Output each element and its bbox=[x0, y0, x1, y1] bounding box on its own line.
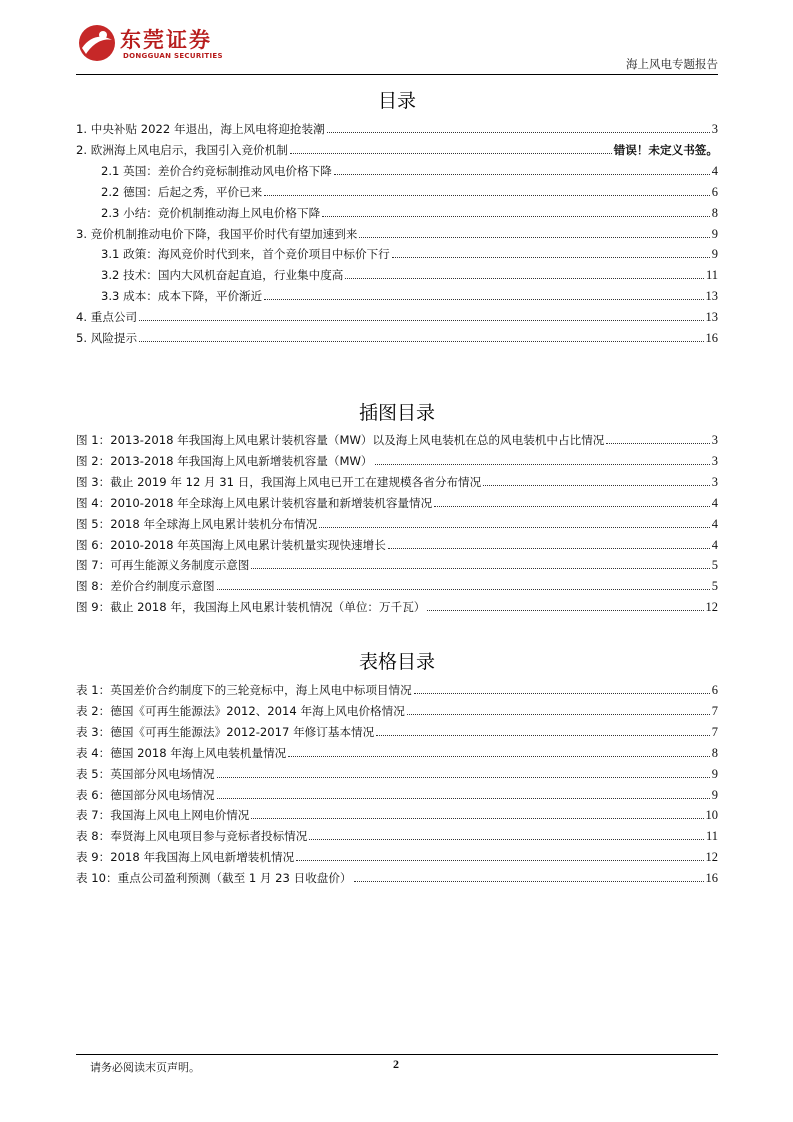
leader-dots bbox=[139, 320, 703, 321]
logo-text-cn: 东莞证券 bbox=[120, 27, 212, 52]
entry-page: 3 bbox=[711, 122, 718, 136]
leader-dots bbox=[288, 756, 709, 757]
tables-entry[interactable] bbox=[76, 761, 718, 781]
footer-divider bbox=[76, 1054, 718, 1055]
entry-page: 13 bbox=[705, 289, 718, 304]
entry-page: 12 bbox=[705, 600, 718, 615]
figures-entry[interactable] bbox=[76, 511, 718, 531]
figures-entry[interactable] bbox=[76, 448, 718, 468]
entry-page: 12 bbox=[705, 850, 718, 865]
leader-dots bbox=[427, 610, 703, 611]
leader-dots bbox=[319, 527, 709, 528]
toc-entry[interactable] bbox=[76, 325, 718, 345]
figures-entry[interactable] bbox=[76, 469, 718, 489]
entry-label: 3.1 政策：海风竞价时代到来，首个竞价项目中标价下行 bbox=[101, 247, 390, 262]
entry-label: 表 3：德国《可再生能源法》2012-2017 年修订基本情况 bbox=[76, 724, 375, 739]
leader-dots bbox=[322, 216, 710, 217]
leader-dots bbox=[264, 299, 703, 300]
figures-title: 插图目录 bbox=[358, 402, 435, 424]
entry-page: 5 bbox=[711, 558, 718, 573]
entry-label: 表 8：奉贤海上风电项目参与竞标者投标情况 bbox=[76, 829, 308, 844]
figures-entry[interactable] bbox=[76, 532, 718, 552]
entry-label: 图 6：2010-2018 年英国海上风电累计装机量实现快速增长 bbox=[76, 537, 386, 552]
tables-entry[interactable] bbox=[76, 802, 718, 822]
entry-label: 图 7：可再生能源义务制度示意图 bbox=[76, 558, 250, 573]
entry-label: 表 7：我国海上风电上网电价情况 bbox=[76, 808, 250, 823]
leader-dots bbox=[354, 881, 704, 882]
entry-label: 表 4：德国 2018 年海上风电装机量情况 bbox=[76, 745, 287, 760]
entry-page: 错误！未定义书签。 bbox=[613, 142, 718, 157]
entry-page: 9 bbox=[711, 787, 718, 802]
leader-dots bbox=[359, 237, 709, 238]
entry-label: 2. 欧洲海上风电启示，我国引入竞价机制 bbox=[76, 142, 288, 157]
toc-entry[interactable] bbox=[76, 200, 718, 220]
entry-page: 8 bbox=[711, 205, 718, 220]
entry-page: 11 bbox=[705, 829, 718, 844]
entry-page: 4 bbox=[711, 163, 718, 178]
tables-entry[interactable] bbox=[76, 740, 718, 760]
leader-dots bbox=[139, 341, 703, 342]
leader-dots bbox=[376, 735, 710, 736]
logo-text-en: DONGGUAN SECURITIES bbox=[123, 52, 223, 60]
entry-page: 3 bbox=[711, 433, 718, 447]
figures-entry[interactable] bbox=[76, 594, 718, 614]
toc-title: 目录 bbox=[377, 90, 416, 112]
entry-page: 4 bbox=[711, 495, 718, 510]
entry-page: 5 bbox=[711, 579, 718, 594]
leader-dots bbox=[392, 257, 710, 258]
header-divider bbox=[76, 74, 718, 75]
entry-page: 9 bbox=[711, 226, 718, 241]
entry-page: 11 bbox=[705, 268, 718, 283]
figures-entry[interactable] bbox=[76, 552, 718, 572]
entry-page: 16 bbox=[705, 871, 718, 886]
entry-label: 3. 竞价机制推动电价下降，我国平价时代有望加速到来 bbox=[76, 226, 358, 241]
tables-entry[interactable] bbox=[76, 844, 718, 864]
leader-dots bbox=[414, 693, 710, 694]
page-header bbox=[76, 18, 718, 74]
entry-page: 9 bbox=[711, 766, 718, 781]
leader-dots bbox=[388, 548, 710, 549]
entry-label: 图 8：差价合约制度示意图 bbox=[76, 579, 215, 594]
entry-label: 4. 重点公司 bbox=[76, 310, 138, 325]
entry-page: 7 bbox=[711, 703, 718, 718]
leader-dots bbox=[334, 174, 710, 175]
page-number: 2 bbox=[393, 1057, 399, 1071]
entry-page: 3 bbox=[711, 453, 718, 468]
entry-page: 4 bbox=[711, 516, 718, 531]
toc-entry[interactable] bbox=[76, 283, 718, 303]
leader-dots bbox=[606, 443, 709, 444]
entry-label: 表 2：德国《可再生能源法》2012、2014 年海上风电价格情况 bbox=[76, 703, 405, 718]
figures-entry[interactable] bbox=[76, 573, 718, 593]
entry-label: 图 2：2013-2018 年我国海上风电新增装机容量（MW） bbox=[76, 453, 373, 468]
leader-dots bbox=[296, 860, 703, 861]
entry-page: 9 bbox=[711, 247, 718, 262]
tables-entry[interactable] bbox=[76, 865, 718, 885]
leader-dots bbox=[483, 485, 710, 486]
toc-entry[interactable] bbox=[76, 179, 718, 199]
report-type: 海上风电专题报告 bbox=[626, 57, 718, 71]
entry-label: 表 9：2018 年我国海上风电新增装机情况 bbox=[76, 850, 295, 865]
entry-page: 7 bbox=[711, 724, 718, 739]
leader-dots bbox=[309, 839, 704, 840]
entry-page: 3 bbox=[711, 474, 718, 489]
figures-entry[interactable] bbox=[76, 427, 718, 447]
leader-dots bbox=[290, 153, 612, 154]
logo-mark-icon bbox=[76, 22, 118, 64]
entry-label: 图 5：2018 年全球海上风电累计装机分布情况 bbox=[76, 516, 318, 531]
toc-entry[interactable] bbox=[76, 304, 718, 324]
tables-entry[interactable] bbox=[76, 698, 718, 718]
leader-dots bbox=[434, 506, 710, 507]
tables-entry[interactable] bbox=[76, 677, 718, 697]
toc-entry[interactable] bbox=[76, 158, 718, 178]
entry-label: 2.1 英国：差价合约竞标制推动风电价格下降 bbox=[101, 163, 332, 178]
tables-entry[interactable] bbox=[76, 823, 718, 843]
leader-dots bbox=[327, 132, 710, 133]
tables-title: 表格目录 bbox=[358, 651, 435, 673]
entry-label: 3.3 成本：成本下降，平价渐近 bbox=[101, 289, 263, 304]
entry-label: 表 10：重点公司盈利预测（截至 1 月 23 日收盘价） bbox=[76, 871, 352, 886]
leader-dots bbox=[375, 464, 710, 465]
entry-label: 1. 中央补贴 2022 年退出，海上风电将迎抢装潮 bbox=[76, 122, 325, 136]
leader-dots bbox=[217, 589, 710, 590]
entry-label: 图 1：2013-2018 年我国海上风电累计装机容量（MW）以及海上风电装机在总的风电装机中占比情况 bbox=[76, 433, 605, 447]
entry-label: 表 6：德国部分风电场情况 bbox=[76, 787, 215, 802]
entry-label: 3.2 技术：国内大风机奋起直追，行业集中度高 bbox=[101, 268, 344, 283]
entry-label: 表 5：英国部分风电场情况 bbox=[76, 766, 215, 781]
entry-page: 6 bbox=[711, 683, 718, 697]
leader-dots bbox=[217, 798, 710, 799]
entry-label: 2.3 小结：竞价机制推动海上风电价格下降 bbox=[101, 205, 321, 220]
toc-entry[interactable] bbox=[76, 137, 718, 157]
entry-page: 6 bbox=[711, 184, 718, 199]
toc-entry[interactable] bbox=[76, 262, 718, 282]
entry-page: 10 bbox=[705, 808, 718, 823]
leader-dots bbox=[251, 568, 709, 569]
entry-page: 8 bbox=[711, 745, 718, 760]
leader-dots bbox=[251, 818, 703, 819]
leader-dots bbox=[345, 278, 704, 279]
entry-label: 图 4：2010-2018 年全球海上风电累计装机容量和新增装机容量情况 bbox=[76, 495, 433, 510]
entry-page: 4 bbox=[711, 537, 718, 552]
tables-entry[interactable] bbox=[76, 782, 718, 802]
company-logo bbox=[76, 22, 276, 66]
leader-dots bbox=[264, 195, 710, 196]
leader-dots bbox=[217, 777, 710, 778]
entry-label: 表 1：英国差价合约制度下的三轮竞标中，海上风电中标项目情况 bbox=[76, 683, 412, 697]
toc-entry[interactable] bbox=[76, 116, 718, 136]
entry-page: 13 bbox=[705, 310, 718, 325]
tables-entry[interactable] bbox=[76, 719, 718, 739]
entry-label: 图 3：截止 2019 年 12 月 31 日，我国海上风电已开工在建规模各省分布情况 bbox=[76, 474, 482, 489]
entry-label: 图 9：截止 2018 年，我国海上风电累计装机情况（单位：万千瓦） bbox=[76, 600, 426, 615]
figures-entry[interactable] bbox=[76, 490, 718, 510]
entry-label: 2.2 德国：后起之秀，平价已来 bbox=[101, 184, 263, 199]
entry-page: 16 bbox=[705, 331, 718, 345]
leader-dots bbox=[407, 714, 710, 715]
toc-entry[interactable] bbox=[76, 241, 718, 261]
toc-entry[interactable] bbox=[76, 221, 718, 241]
footer-disclaimer: 请务必阅读末页声明。 bbox=[90, 1061, 200, 1074]
entry-label: 5. 风险提示 bbox=[76, 331, 138, 345]
